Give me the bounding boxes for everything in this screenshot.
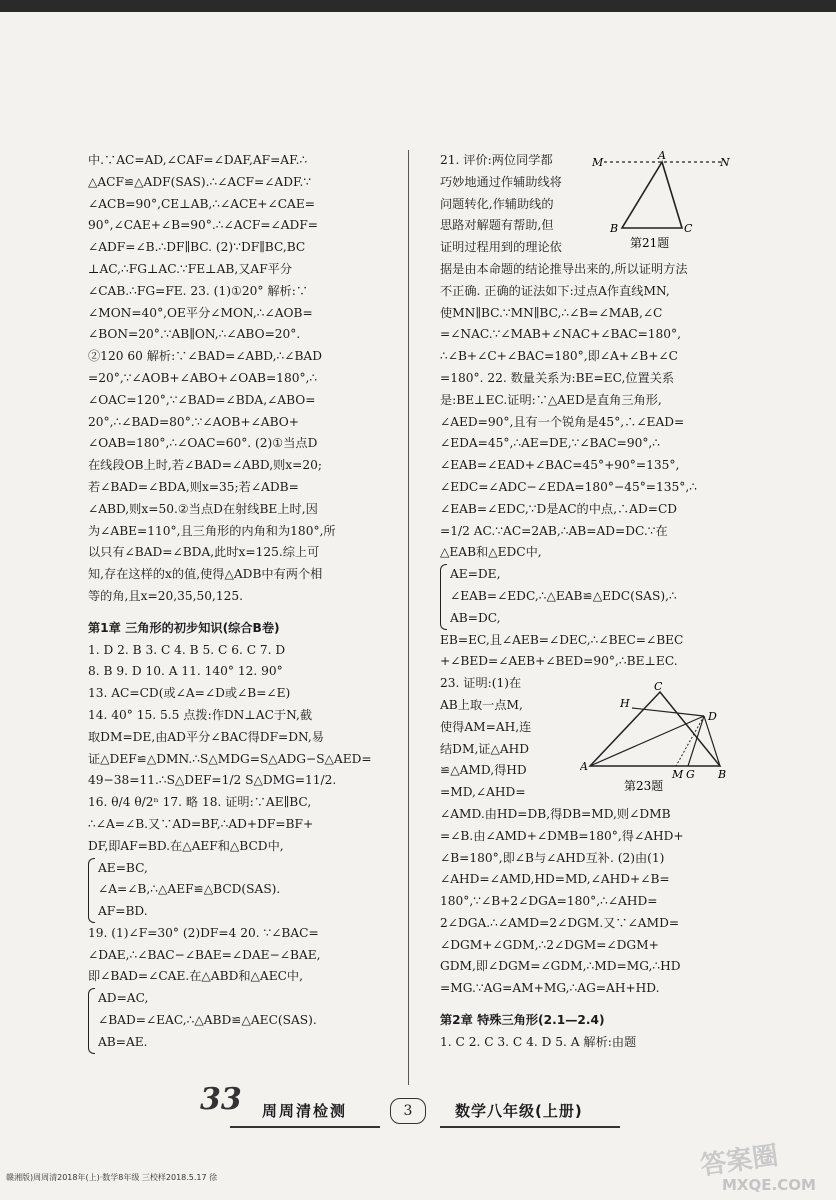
text-line: +∠BED=∠AEB+∠BED=90°,∴BE⊥EC. [440, 654, 678, 669]
text-line: ∠ABD,则x=50.②当点D在射线BE上时,因 [88, 501, 318, 516]
text-line: ∠CAB.∴FG=FE. 23. (1)①20° 解析:∵ [88, 283, 309, 298]
text-line: 巧妙地通过作辅助线将 [440, 174, 562, 189]
text-line: ∠B=180°,即∠B与∠AHD互补. (2)由(1) [440, 850, 665, 865]
q22-conclusion [440, 630, 728, 674]
answer-line: 1. D 2. B 3. C 4. B 5. C 6. C 7. D [88, 642, 286, 657]
q21-22-solution [440, 259, 728, 564]
text-line: ∠AED=90°,且有一个锐角是45°,∴∠EAD= [440, 414, 685, 429]
text-line: 以只有∠BAD=∠BDA,此时x=125.综上可 [88, 545, 320, 560]
right-column [440, 150, 728, 1054]
q21-block [440, 150, 590, 259]
brace-mark [440, 564, 447, 629]
text-line: 90°,∠CAE+∠B=90°.∴∠ACF=∠ADF= [88, 218, 318, 233]
answer-line: 证△DEF≌△DMN.∴S△MDG=S△ADG−S△AED= [88, 751, 372, 766]
brace-system-1 [88, 858, 386, 923]
text-line: ∠MON=40°,OE平分∠MON,∴∠AOB= [88, 305, 313, 320]
text-line: =∠B.由∠AMD+∠DMB=180°,得∠AHD+ [440, 828, 684, 843]
segment-ad [590, 716, 704, 766]
text-line: △ACF≌△ADF(SAS).∴∠ACF=∠ADF.∵ [88, 174, 312, 189]
label-h: H [620, 697, 630, 710]
triangle-abc [590, 692, 720, 766]
text-line: 23. 证明:(1)在 [440, 676, 522, 691]
text-line: GDM,即∠DGM=∠GDM,∴MD=MG,∴HD [440, 959, 681, 974]
answer-line: 14. 40° 15. 5.5 点拨:作DN⊥AC于N,截 [88, 707, 313, 722]
figure-21-caption: 第21题 [630, 236, 670, 250]
label-b: B [610, 222, 619, 235]
text-line: 若∠BAD=∠BDA,则x=35;若∠ADB= [88, 479, 299, 494]
label-a: A [580, 760, 588, 773]
text-line: 知,存在这样的x的值,使得△ADB中有两个相 [88, 567, 323, 582]
answer-line: 13. AC=CD(或∠A=∠D或∠B=∠E) [88, 686, 291, 701]
q23-solution [440, 804, 728, 1000]
brace-line: AB=AE. [98, 1034, 148, 1049]
text-line: =∠NAC.∵∠MAB+∠NAC+∠BAC=180°, [440, 327, 682, 342]
text-line: ∠EDA=45°,∴AE=DE,∵∠BAC=90°,∴ [440, 436, 661, 451]
text-line: 在线段OB上时,若∠BAD=∠ABD,则x=20; [88, 458, 322, 473]
q19-block [88, 923, 386, 988]
text-line: DF,即AF=BD.在△AEF和△BCD中, [88, 838, 284, 853]
text-line: 据是由本命题的结论推导出来的,所以证明方法 [440, 261, 688, 276]
label-d: D [708, 710, 717, 723]
text-line: ②120 60 解析:∵∠BAD=∠ABD,∴∠BAD [88, 349, 323, 364]
subject-title: 数学八年级(上册) [455, 1102, 583, 1120]
text-line: 结DM,证△AHD [440, 741, 530, 756]
column-divider [408, 150, 409, 1085]
brace-line: AF=BD. [98, 904, 148, 919]
text-line: 证明过程用到的理论依 [440, 240, 562, 255]
text-line: 为∠ABE=110°,且三角形的内角和为180°,所 [88, 523, 336, 538]
footer-rule-right [440, 1126, 620, 1128]
label-b: B [718, 768, 727, 781]
print-imprint: 赣湘版)周周清2018年(上)·数学8年级 三校样2018.5.17 徐 [6, 1173, 218, 1182]
text-line: =MD,∠AHD= [440, 785, 526, 800]
page-number: 3 [390, 1098, 426, 1124]
text-line: 19. (1)∠F=30° (2)DF=4 20. ∵∠BAC= [88, 925, 319, 940]
triangle-abc [622, 162, 682, 228]
figure-23 [580, 680, 730, 795]
series-title: 周周清检测 [262, 1102, 348, 1120]
text-line: ∴∠B+∠C+∠BAC=180°,即∠A+∠B+∠C [440, 349, 678, 364]
text-line: 思路对解题有帮助,但 [440, 218, 554, 233]
segment-db [704, 716, 720, 766]
chapter2-answers: 1. C 2. C 3. C 4. D 5. A 解析:由题 [440, 1034, 637, 1049]
text-line: =1/2 AC.∵AC=2AB,∴AB=AD=DC.∵在 [440, 523, 668, 538]
text-line: 使MN∥BC.∵MN∥BC,∴∠B=∠MAB,∠C [440, 305, 663, 320]
figure-23-caption: 第23题 [624, 779, 664, 793]
brace-line: AB=DC, [450, 610, 501, 625]
text-line: 等的角,且x=20,35,50,125. [88, 588, 243, 603]
answer-block [88, 640, 386, 793]
top-border [0, 0, 836, 12]
text-line: 180°,∵∠B+2∠DGA=180°,∴∠AHD= [440, 894, 658, 909]
brace-line: ∠A=∠B,∴△AEF≌△BCD(SAS). [98, 882, 281, 897]
watermark-url: MXQE.COM [722, 1176, 816, 1194]
text-line: ∴∠A=∠B.又∵AD=BF,∴AD+DF=BF+ [88, 816, 314, 831]
text-line: ∠AHD=∠AMD,HD=MD,∠AHD+∠B= [440, 872, 670, 887]
text-line: ∠OAB=180°,∴∠OAC=60°. (2)①当点D [88, 436, 318, 451]
text-line: 即∠BAD=∠CAE.在△ABD和△AEC中, [88, 969, 303, 984]
answer-line: 49−38=11.∴S△DEF=1/2 S△DMG=11/2. [88, 773, 337, 788]
text-line: ∠ACB=90°,CE⊥AB,∴∠ACE+∠CAE= [88, 196, 315, 211]
text-line: =180°. 22. 数量关系为:BE=EC,位置关系 [440, 370, 675, 385]
answer-line: 取DM=DE,由AD平分∠BAC得DF=DN,易 [88, 729, 324, 744]
text-line: =20°,∵∠AOB+∠ABO+∠OAB=180°,∴ [88, 370, 318, 385]
watermark-logo: 答案圈 [698, 1140, 781, 1182]
label-a: A [658, 150, 666, 162]
brace-line: AD=AC, [98, 991, 149, 1006]
text-line: 16. θ/4 θ/2ⁿ 17. 略 18. 证明:∵AE∥BC, [88, 795, 312, 810]
text-line: ∠DGM+∠GDM,∴2∠DGM=∠DGM+ [440, 937, 659, 952]
text-line: =MG.∵AG=AM+MG,∴AG=AH+HD. [440, 981, 660, 996]
brace-mark [88, 858, 95, 923]
brace-line: ∠EAB=∠EDC,∴△EAB≌△EDC(SAS),∴ [450, 588, 677, 603]
text-line: 21. 评价:两位同学都 [440, 153, 553, 167]
label-c: C [684, 222, 693, 235]
label-m: M [672, 768, 684, 781]
label-g: G [686, 768, 695, 781]
text-line: ∠EAB=∠EDC,∵D是AC的中点,∴AD=CD [440, 501, 678, 516]
text-line: ∠EAB=∠EAD+∠BAC=45°+90°=135°, [440, 458, 680, 473]
text-line: ∠AMD.由HD=DB,得DB=MD,则∠DMB [440, 806, 671, 821]
text-line: ∠OAC=120°,∵∠BAD=∠BDA,∠ABO= [88, 392, 316, 407]
text-line: 2∠DGA.∴∠AMD=2∠DGM.又∵∠AMD= [440, 915, 680, 930]
text-line: ∠EDC=∠ADC−∠EDA=180°−45°=135°,∴ [440, 479, 697, 494]
left-column [88, 150, 386, 1054]
brace-system-2 [88, 988, 386, 1053]
brace-system-3 [440, 564, 728, 629]
brace-mark [88, 988, 95, 1053]
q16-block [88, 792, 386, 857]
text-line: ∠BON=20°.∵AB∥ON,∴∠ABO=20°. [88, 327, 301, 342]
brace-line: AE=DE, [450, 567, 501, 582]
chapter2-heading: 第2章 特殊三角形(2.1—2.4) [440, 1013, 605, 1028]
text-line: 不正确. 正确的证法如下:过点A作直线MN, [440, 283, 670, 298]
text-line: ≌△AMD,得HD [440, 763, 527, 778]
text-line: 20°,∴∠BAD=80°.∵∠AOB+∠ABO+ [88, 414, 299, 429]
chapter1-heading: 第1章 三角形的初步知识(综合B卷) [88, 620, 280, 635]
series-logo: 33 [200, 1082, 242, 1117]
footer-rule-left [230, 1126, 380, 1128]
left-solution-block [88, 150, 386, 608]
text-line: △EAB和△EDC中, [440, 545, 542, 560]
brace-line: AE=BC, [98, 860, 148, 875]
text-line: 问题转化,作辅助线的 [440, 196, 554, 211]
text-line: ∠ADF=∠B.∴DF∥BC. (2)∵DF∥BC,BC [88, 240, 306, 255]
answer-line: 8. B 9. D 10. A 11. 140° 12. 90° [88, 664, 283, 679]
brace-line: ∠BAD=∠EAC,∴△ABD≌△AEC(SAS). [98, 1013, 317, 1028]
segment-hd [632, 708, 704, 716]
text-line: EB=EC,且∠AEB=∠DEC,∴∠BEC=∠BEC [440, 632, 684, 647]
figure-21 [592, 150, 732, 250]
text-line: ⊥AC,∴FG⊥AC.∵FE⊥AB,又AF平分 [88, 261, 293, 276]
text-line: ∠DAE,∴∠BAC−∠BAE=∠DAE−∠BAE, [88, 947, 321, 962]
text-line: 中.∵AC=AD,∠CAF=∠DAF,AF=AF.∴ [88, 153, 308, 167]
q23-block [440, 673, 580, 804]
text-line: 使得AM=AH,连 [440, 719, 532, 734]
text-line: AB上取一点M, [440, 697, 523, 712]
label-n: N [720, 156, 730, 169]
label-c: C [654, 680, 663, 693]
label-m: M [592, 156, 604, 169]
text-line: 是:BE⊥EC.证明:∵△AED是直角三角形, [440, 392, 662, 407]
